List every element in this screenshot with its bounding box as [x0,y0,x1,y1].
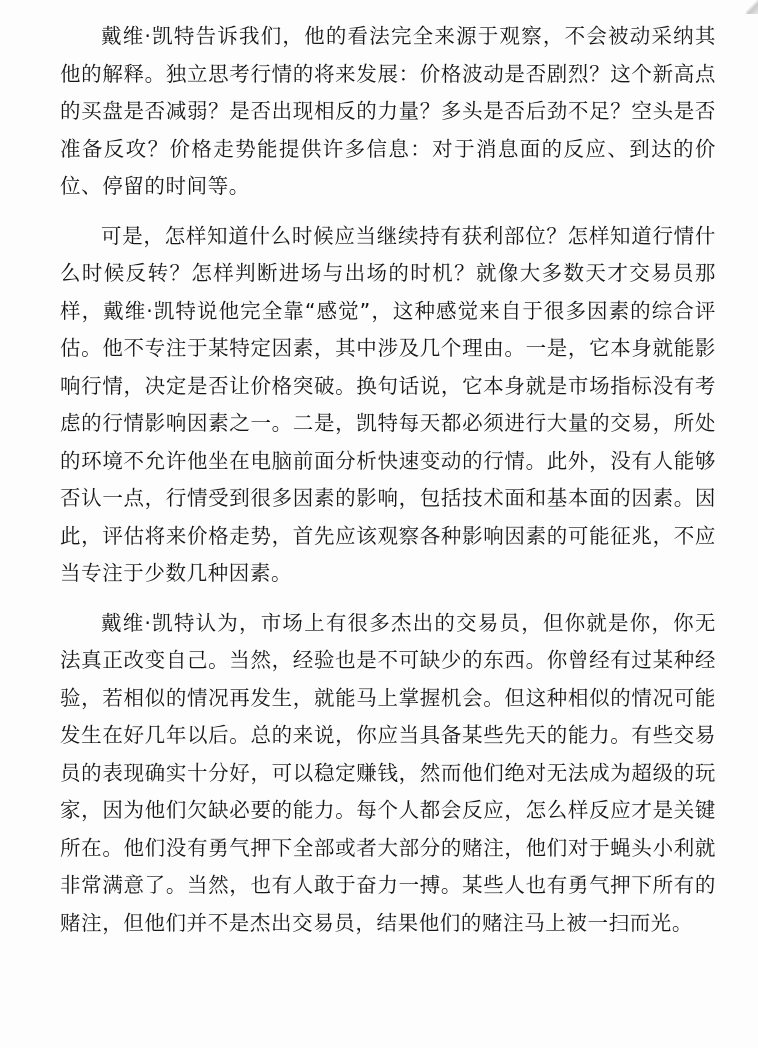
paragraph-1: 戴维·凯特告诉我们，他的看法完全来源于观察，不会被动采纳其他的解释。独立思考行情的将来发展：价格波动是否剧烈？这个新高点的买盘是否减弱？是否出现相反的力量？多头是否后劲不足？空头是否准备反攻？价格走势能提供许多信息：对于消息面的反应、到达的价位、停留的时间等。 [60,24,716,198]
body-text [60,18,716,954]
paragraph-2: 可是，怎样知道什么时候应当继续持有获利部位？怎样知道行情什么时候反转？怎样判断进场与出场的时机？就像大多数天才交易员那样，戴维·凯特说他完全靠“感觉”，这种感觉来自于很多因素的综合评估。他不专注于某特定因素，其中涉及几个理由。一是，它本身就能影响行情，决定是否让价格突破。换句话说，它本身就是市场指标没有考虑的行情影响因素之一。二是，凯特每天都必须进行大量的交易，所处的环境不允许他坐在电脑前面分析快速变动的行情。此外，没有人能够否认一点，行情受到很多因素的影响，包括技术面和基本面的因素。因此，评估将来价格走势，首先应该观察各种影响因素的可能征兆，不应当专注于少数几种因素。 [60,223,716,585]
paragraph-3: 戴维·凯特认为，市场上有很多杰出的交易员，但你就是你，你无法真正改变自己。当然，经验也是不可缺少的东西。你曾经有过某种经验，若相似的情况再发生，就能马上掌握机会。但这种相似的情况可能发生在好几年以后。总的来说，你应当具备某些先天的能力。有些交易员的表现确实十分好，可以稳定赚钱，然而他们绝对无法成为超级的玩家，因为他们欠缺必要的能力。每个人都会反应，怎么样反应才是关键所在。他们没有勇气押下全部或者大部分的赌注，他们对于蝇头小利就非常满意了。当然，也有人敢于奋力一搏。某些人也有勇气押下所有的赌注，但他们并不是杰出交易员，结果他们的赌注马上被一扫而光。 [60,610,716,935]
page-corner-mark [746,0,758,14]
